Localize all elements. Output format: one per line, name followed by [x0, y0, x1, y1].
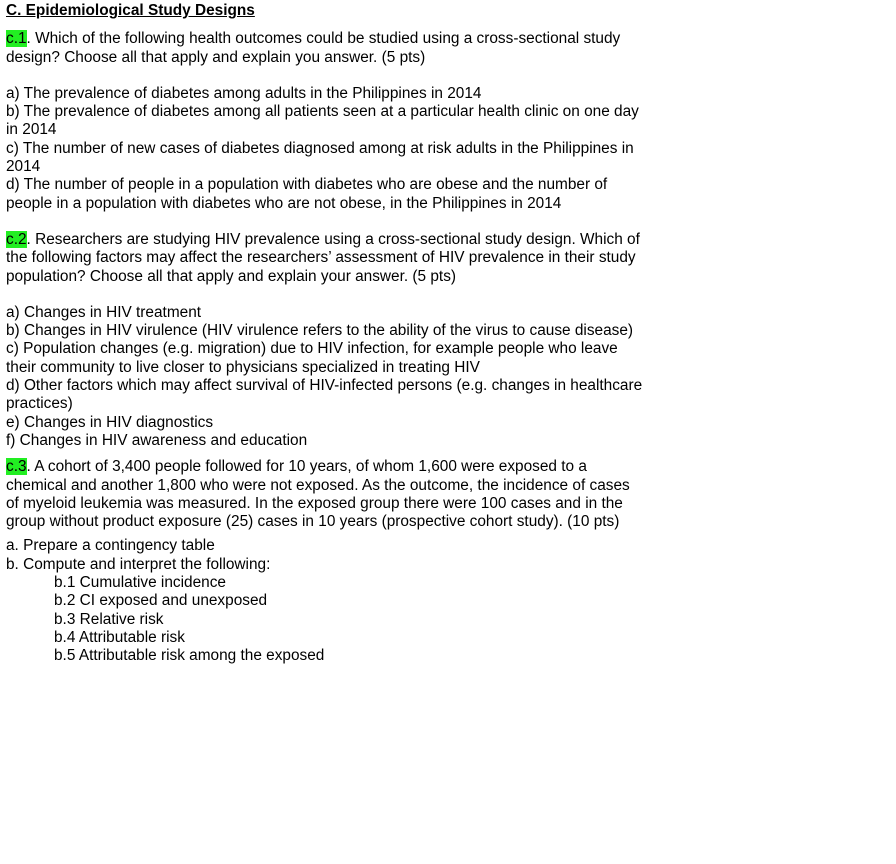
question-1-text: . Which of the following health outcomes could be studied using a cross-sectional study design? Choose all that apply and explain you answer. (5 pts) [6, 30, 621, 66]
question-3-subtask-b1: b.1 Cumulative incidence [54, 574, 226, 592]
question-1-option-c: c) The number of new cases of diabetes diagnosed among at risk adults in the Philippines in 2014 [6, 139, 634, 176]
question-2-label: c.2 [6, 230, 27, 248]
question-1-label: c.1 [6, 30, 27, 48]
question-1-option-a: a) The prevalence of diabetes among adults in the Philippines in 2014 [6, 84, 482, 102]
question-2-option-a: a) Changes in HIV treatment [6, 303, 202, 321]
question-2-option-d: d) Other factors which may affect survival of HIV-infected persons (e.g. changes in healthcare practices) [6, 377, 643, 413]
question-2-option-c: c) Population changes (e.g. migration) due to HIV infection, for example people who leave their community to live closer to physicians specialized in treating HIV [6, 340, 618, 376]
question-2-option-e: e) Changes in HIV diagnostics [6, 413, 214, 431]
question-1-option-b: b) The prevalence of diabetes among all patients seen at a particular health clinic on one day in 2014 [6, 103, 639, 139]
question-2-option-b: b) Changes in HIV virulence (HIV virulence refers to the ability of the virus to cause disease) [6, 322, 634, 340]
question-3-text: . A cohort of 3,400 people followed for 10 years, of whom 1,600 were exposed to a chemical and another 1,800 who were not exposed. As the outcome, the incidence of cases of myeloid leukemia was measured. In the exposed group there were 100 cases and in the group without product exposure (25) cases in 10 years (prospective cohort study). (10 pts) [6, 458, 630, 531]
question-1 [6, 30, 646, 67]
section-title: C. Epidemiological Study Designs [6, 2, 255, 19]
question-2 [6, 231, 646, 286]
question-2-option-f: f) Changes in HIV awareness and education [6, 431, 308, 449]
question-3-task-b: b. Compute and interpret the following: [6, 555, 271, 573]
question-3-subtask-b3: b.3 Relative risk [54, 610, 164, 628]
document-page [6, 2, 646, 666]
question-2-text: . Researchers are studying HIV prevalence using a cross-sectional study design. Which of the following factors may affect the researchers’ assessment of HIV prevalence in their study population? Choose all that apply and explain your answer. (5 pts) [6, 230, 640, 285]
question-1-option-d: d) The number of people in a population with diabetes who are obese and the number of people in a population with diabetes who are not obese, in the Philippines in 2014 [6, 176, 608, 212]
question-3-subtask-b2: b.2 CI exposed and unexposed [54, 592, 268, 610]
question-3-subtask-b5: b.5 Attributable risk among the exposed [54, 647, 325, 665]
question-3-subtask-b4: b.4 Attributable risk [54, 628, 185, 646]
question-3 [6, 458, 646, 531]
question-3-label: c.3 [6, 458, 27, 476]
question-3-task-a: a. Prepare a contingency table [6, 537, 215, 555]
